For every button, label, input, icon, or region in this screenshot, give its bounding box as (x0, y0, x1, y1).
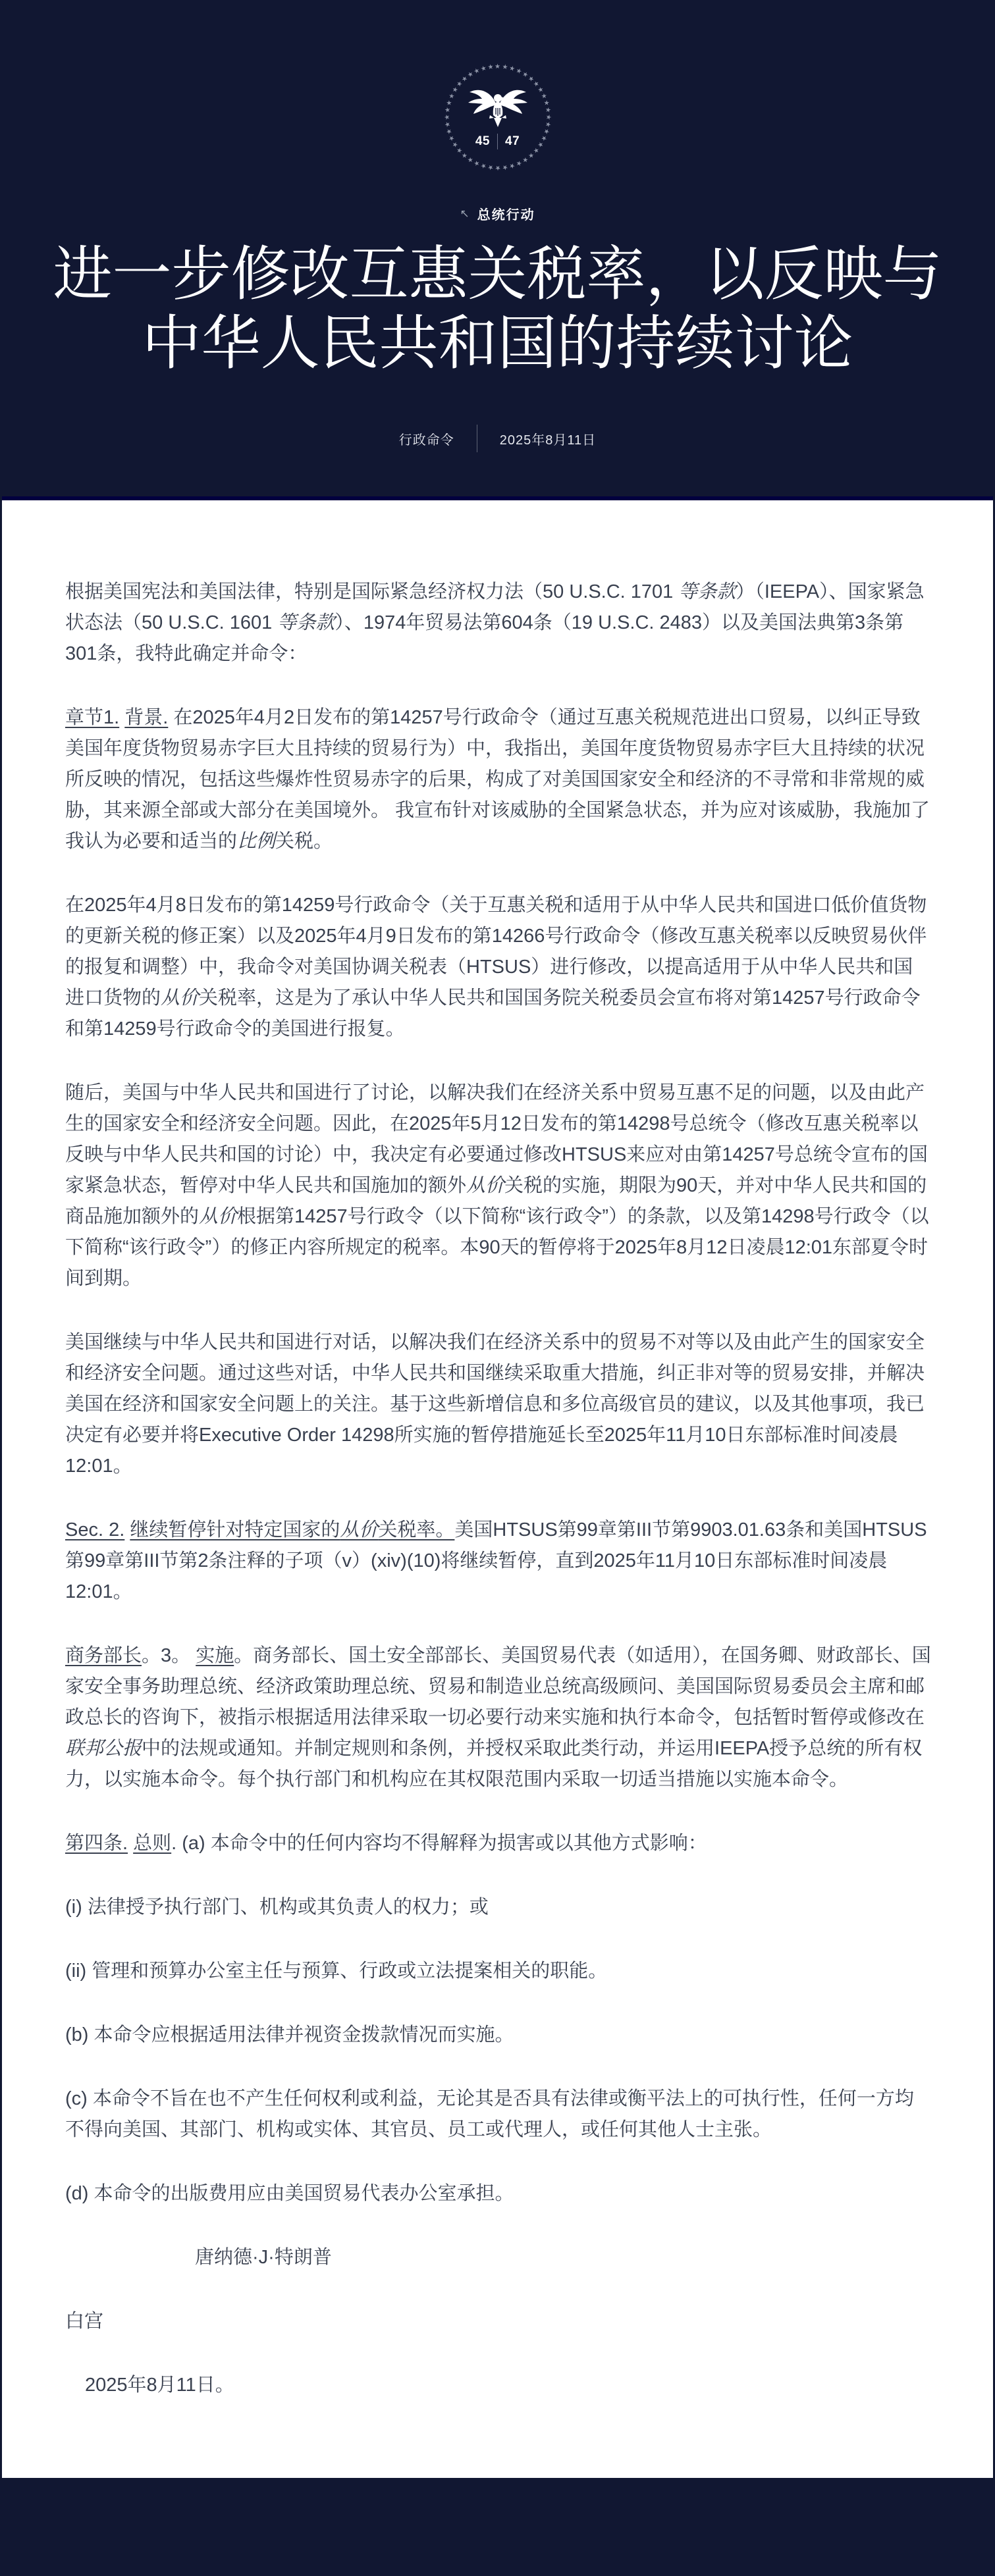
page-title: 进一步修改互惠关税率，以反映与中华人民共和国的持续讨论 (53, 242, 942, 377)
paragraph: (b) 本命令应根据适用法律并视资金拨款情况而实施。 (65, 2024, 514, 2045)
nw-arrow-icon: ↖ (460, 207, 471, 220)
breadcrumb (0, 204, 995, 223)
paragraph: 第四条. 总则. (a) 本命令中的任何内容均不得解释为损害或以其他方式影响： (65, 1833, 707, 1854)
seal-45-47 (443, 134, 552, 149)
presidential-seal-logo[interactable] (443, 63, 552, 171)
seal-num-divider (497, 134, 498, 149)
paragraph: (ii) 管理和预算办公室主任与预算、行政或立法提案相关的职能。 (65, 1960, 608, 1982)
article-body (2, 496, 993, 2478)
document-meta (0, 425, 995, 452)
paragraph: (i) 法律授予执行部门、机构或其负责人的权力；或 (65, 1897, 489, 1918)
eagle-icon (464, 82, 532, 136)
seal-num-45: 45 (475, 134, 490, 148)
breadcrumb-link-presidential-actions[interactable] (460, 204, 535, 223)
paragraph: (d) 本命令的出版费用应由美国贸易代表办公室承担。 (65, 2183, 514, 2204)
page-header (0, 63, 995, 452)
paragraph: 在2025年4月8日发布的第14259号行政命令（关于互惠关税和适用于从中华人民共和国进口低价值货物的更新关税的修正案）以及2025年4月9日发布的第14266号行政命令（修改互惠关税率以反映贸易伙伴的报复和调整）中，我命令对美国协调关税表（HTSUS）进行修改，以提高适用于从中华人民共和国进口货物的从价关税率，这是为了承认中华人民共和国国务院关税委员会宣布将对第14257号行政命令和第14259号行政命令的美国进行报复。 (65, 895, 927, 1039)
document-date: 2025年8月11日 (499, 433, 597, 448)
paragraph: Sec. 2. 继续暂停针对特定国家的从价关税率。美国HTSUS第99章第III节第9903.01.63条和美国HTSUS第99章第III节第2条注释的子项（v）(xiv)(10)将继续暂停，直到2025年11月10日东部标准时间凌晨12:01。 (65, 1519, 927, 1602)
paragraph: 根据美国宪法和美国法律，特别是国际紧急经济权力法（50 U.S.C. 1701 等条款）（IEEPA）、国家紧急状态法（50 U.S.C. 1601 等条款）、1974年贸易法第604条（19 U.S.C. 2483）以及美国法典第3条第301条，我特此确定并命令： (65, 581, 925, 664)
paragraph: 2025年8月11日。 (85, 2375, 234, 2396)
paragraph: 商务部长。3。 实施。商务部长、国土安全部部长、美国贸易代表（如适用），在国务卿、财政部长、国家安全事务助理总统、经济政策助理总统、贸易和制造业总统高级顾问、美国国际贸易委员会主席和邮政总长的咨询下，被指示根据适用法律采取一切必要行动来实施和执行本命令，包括暂时暂停或修改在联邦公报中的法规或通知。并制定规则和条例，并授权采取此类行动，并运用IEEPA授予总统的所有权力，以实施本命令。每个执行部门和机构应在其权限范围内采取一切适当措施以实施本命令。 (65, 1645, 931, 1790)
paragraph: 美国继续与中华人民共和国进行对话，以解决我们在经济关系中的贸易不对等以及由此产生的国家安全和经济安全问题。通过这些对话，中华人民共和国继续采取重大措施，纠正非对等的贸易安排，并解决美国在经济和国家安全问题上的关注。基于这些新增信息和多位高级官员的建议，以及其他事项，我已决定有必要并将Executive Order 14298所实施的暂停措施延长至2025年11月10日东部标准时间凌晨12:01。 (65, 1332, 925, 1477)
paragraph: 白宫 (65, 2311, 104, 2332)
document-category: 行政命令 (398, 433, 454, 448)
paragraph: (c) 本命令不旨在也不产生任何权利或利益，无论其是否具有法律或衡平法上的可执行性，任何一方均不得向美国、其部门、机构或实体、其官员、员工或代理人，或任何其他人士主张。 (65, 2088, 914, 2140)
paragraph: 章节1. 背景. 在2025年4月2日发布的第14257号行政命令（通过互惠关税规范进出口贸易，以纠正导致美国年度货物贸易赤字巨大且持续的贸易行为）中，我指出，美国年度货物贸易赤字巨大且持续的状况所反映的情况，包括这些爆炸性贸易赤字的后果，构成了对美国国家安全和经济的不寻常和非常规的威胁，其来源全部或大部分在美国境外。 我宣布针对该威胁的全国紧急状态，并为应对该威胁，我施加了我认为必要和适当的比例关税。 (65, 707, 930, 852)
paragraph: 随后，美国与中华人民共和国进行了讨论，以解决我们在经济关系中贸易互惠不足的问题，以及由此产生的国家安全和经济安全问题。因此，在2025年5月12日发布的第14298号总统令（修改互惠关税率以反映与中华人民共和国的讨论）中，我决定有必要通过修改HTSUS来应对由第14257号总统令宣布的国家紧急状态，暂停对中华人民共和国施加的额外从价关税的实施，期限为90天，并对中华人民共和国的商品施加额外的从价根据第14257号行政令（以下简称“该行政令”）的条款，以及第14298号行政令（以下简称“该行政令”）的修正内容所规定的税率。本90天的暂停将于2025年8月12日凌晨12:01东部夏令时间到期。 (65, 1082, 929, 1289)
seal-star-ring: ★ ★ ★ ★ ★ ★ ★ ★ ★ ★ ★ ★ ★ ★ ★ ★ ★ ★ ★ ★ ★ ★ ★ ★ ★ ★ ★ ★ ★ ★ ★ ★ ★ ★ ★ ★ ★ ★ ★ ★ ★ ★ ★ ★ (443, 63, 552, 171)
seal-num-47: 47 (505, 134, 520, 148)
paragraph: 唐纳德·J·特朗普 (195, 2247, 332, 2268)
breadcrumb-label: 总统行动 (477, 208, 535, 223)
